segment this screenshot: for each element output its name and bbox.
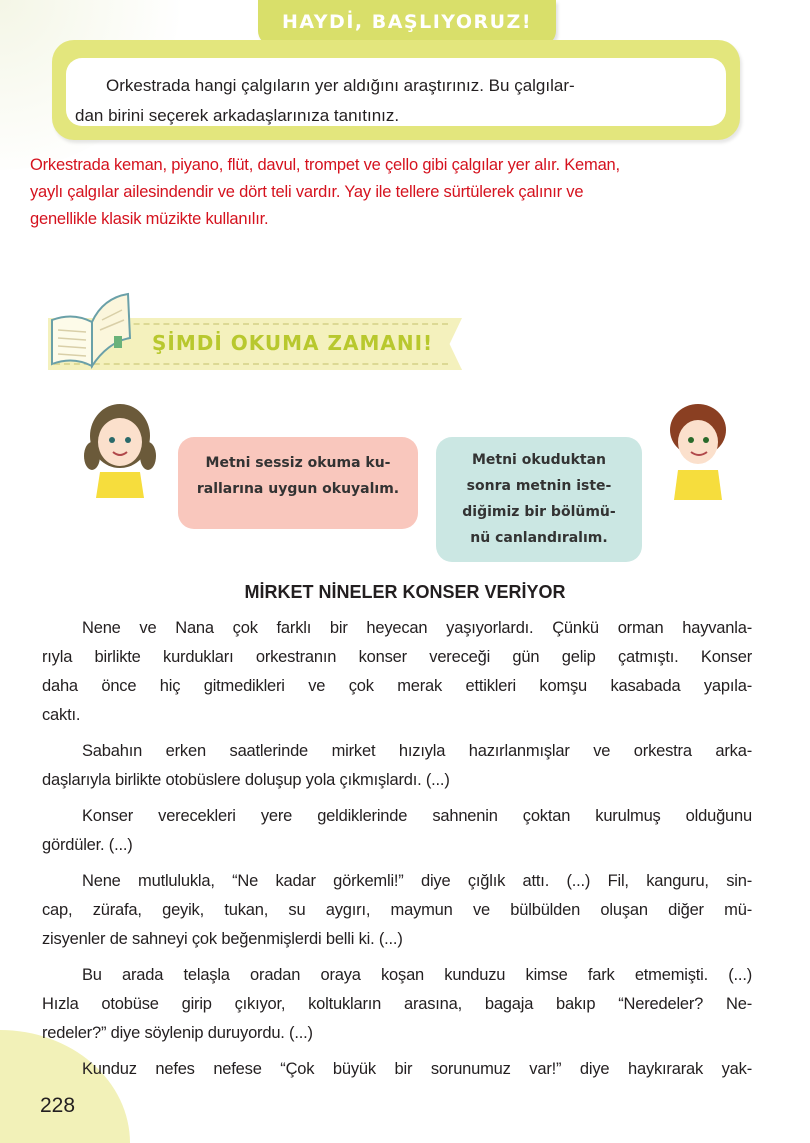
reading-banner-title: ŞİMDİ OKUMA ZAMANI! xyxy=(152,331,434,355)
story-line: daha önce hiç gitmedikleri ve çok merak ettikleri komşu kasabada yapıla- xyxy=(42,677,752,695)
bubble-line: diğimiz bir bölümü- xyxy=(462,504,616,520)
story-line: gördüler. (...) xyxy=(42,836,133,854)
answer-line: genellikle klasik müzikte kullanılır. xyxy=(30,210,269,228)
story-paragraph xyxy=(42,961,752,1048)
story-line: Sabahın erken saatlerinde mirket hızıyla hazırlanmışlar ve orkestra arka- xyxy=(82,742,752,760)
story-paragraph xyxy=(42,867,752,954)
story-line: cap, zürafa, geyik, tukan, su aygırı, maymun ve bülbülden oluşan diğer mü- xyxy=(42,901,752,919)
answer-text xyxy=(30,152,780,233)
bubble-line: nü canlandıralım. xyxy=(470,530,608,546)
story-line: Kunduz nefes nefese “Çok büyük bir sorunumuz var!” diye haykırarak yak- xyxy=(82,1060,752,1078)
question-box-inner xyxy=(66,58,726,126)
question-box xyxy=(52,40,740,140)
girl-character-illustration xyxy=(80,398,160,498)
open-book-icon xyxy=(48,290,134,370)
question-line: dan birini seçerek arkadaşlarınıza tanıtınız. xyxy=(75,106,400,125)
story-line: redeler?” diye söylenip duruyordu. (...) xyxy=(42,1024,313,1042)
speech-bubble-girl xyxy=(178,437,418,529)
bubble-line: sonra metnin iste- xyxy=(466,478,612,494)
bubble-line: Metni sessiz okuma ku- xyxy=(205,455,391,471)
story-line: caktı. xyxy=(42,706,81,724)
answer-line: Orkestrada keman, piyano, flüt, davul, trompet ve çello gibi çalgılar yer alır. Keman, xyxy=(30,156,620,174)
story-paragraph xyxy=(42,737,752,795)
story-line: zisyenler de sahneyi çok beğenmişlerdi belli ki. (...) xyxy=(42,930,403,948)
page-number: 228 xyxy=(40,1094,76,1117)
story-line: Hızla otobüse girip çıkıyor, koltukların arasına, bagaja bakıp “Neredeler? Ne- xyxy=(42,995,752,1013)
bubble-line: rallarına uygun okuyalım. xyxy=(196,481,400,497)
story-line: Konser verecekleri yere geldiklerinde sahnenin çoktan kurulmuş olduğunu xyxy=(82,807,752,825)
section-header-tab: HAYDİ, BAŞLIYORUZ! xyxy=(258,0,556,45)
speech-bubble-boy xyxy=(436,437,642,562)
story-paragraph xyxy=(42,614,752,730)
story-line: rıyla birlikte kurdukları orkestranın konser vereceği gün gelip çatmıştı. Konser xyxy=(42,648,752,666)
question-line: Orkestrada hangi çalgıların yer aldığını araştırınız. Bu çalgılar- xyxy=(106,76,575,95)
story-line: Nene ve Nana çok farklı bir heyecan yaşıyorlardı. Çünkü orman hayvanla- xyxy=(82,619,752,637)
story-title: MİRKET NİNELER KONSER VERİYOR xyxy=(244,582,566,602)
story-line: Bu arada telaşla oradan oraya koşan kunduzu kimse fark etmemişti. (...) xyxy=(82,966,752,984)
boy-character-illustration xyxy=(658,400,738,500)
answer-line: yaylı çalgılar ailesindendir ve dört teli vardır. Yay ile tellere sürtülerek çalınır ve xyxy=(30,183,584,201)
story-line: daşlarıyla birlikte otobüslere doluşup yola çıkmışlardı. (...) xyxy=(42,771,450,789)
story-text xyxy=(42,614,752,1091)
story-line: Nene mutlulukla, “Ne kadar görkemli!” diye çığlık attı. (...) Fil, kanguru, sin- xyxy=(82,872,752,890)
story-paragraph xyxy=(42,1055,752,1084)
bubble-line: Metni okuduktan xyxy=(471,452,607,468)
story-paragraph xyxy=(42,802,752,860)
